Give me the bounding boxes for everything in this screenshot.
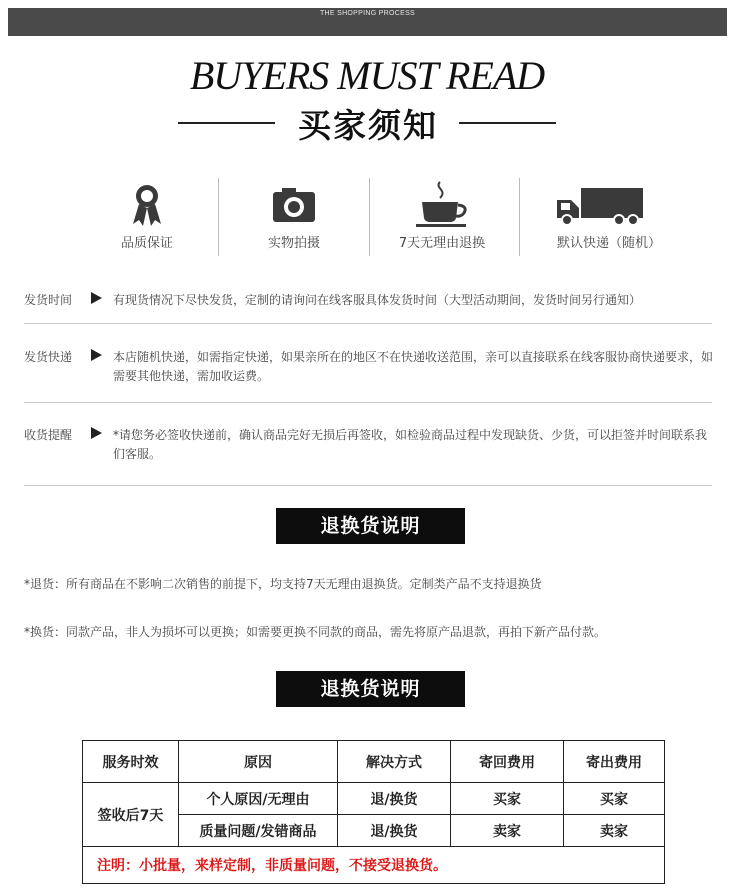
info-text: 有现货情况下尽快发货，定制的请询问在线客服具体发货时间（大型活动期间，发货时间另行通知） — [113, 293, 642, 307]
info-key: 发货快递 — [24, 350, 73, 364]
table-footnote-row — [83, 847, 665, 884]
table-cell: 个人原因/无理由 — [179, 783, 338, 815]
title-rule-left — [178, 122, 275, 124]
divider — [24, 485, 712, 486]
feature-label: 默认快递（随机） — [556, 236, 661, 251]
page-title-row — [0, 100, 734, 144]
table-cell: 卖家 — [564, 815, 665, 847]
table-header-row — [83, 741, 665, 783]
camera-icon — [242, 180, 346, 228]
table-header: 服务时效 — [83, 741, 179, 783]
returns-banner: 退换货说明 — [276, 508, 465, 544]
table-row — [83, 783, 665, 815]
returns-banner: 退换货说明 — [276, 671, 465, 707]
page-title-chinese: 买家须知 — [298, 106, 438, 145]
info-text: *请您务必签收快递前，确认商品完好无损后再签收，如检验商品过程中发现缺货、少货，可以拒签并时间联系我们客服。 — [113, 428, 708, 461]
feature-photo — [242, 180, 346, 260]
top-bar — [8, 8, 727, 36]
table-cell: 退/换货 — [338, 815, 451, 847]
feature-divider — [519, 178, 520, 256]
table-header: 解决方式 — [338, 741, 451, 783]
delivery-truck-icon — [535, 180, 683, 228]
feature-label: 7天无理由退换 — [398, 236, 486, 251]
coffee-cup-icon — [378, 180, 506, 228]
table-header: 原因 — [179, 741, 338, 783]
table-cell: 质量问题/发错商品 — [179, 815, 338, 847]
play-arrow-icon — [91, 292, 102, 304]
table-cell: 卖家 — [451, 815, 564, 847]
table-cell: 买家 — [451, 783, 564, 815]
play-arrow-icon — [91, 427, 102, 439]
title-rule-right — [459, 122, 556, 124]
exchange-note: *换货：同款产品，非人为损坏可以更换；如需要更换不同款的商品，需先将原产品退款，再拍下新产品付款。 — [24, 625, 607, 639]
top-bar-text: THE SHOPPING PROCESS — [319, 10, 416, 17]
feature-delivery — [535, 180, 683, 260]
info-key: 收货提醒 — [24, 428, 73, 442]
table-cell-period: 签收后7天 — [83, 783, 179, 847]
feature-return — [378, 180, 506, 260]
table-cell: 退/换货 — [338, 783, 451, 815]
table-header: 寄回费用 — [451, 741, 564, 783]
return-note: *退货：所有商品在不影响二次销售的前提下，均支持7天无理由退换货。定制类产品不支持退换货 — [24, 577, 542, 591]
award-ribbon-icon — [95, 180, 199, 228]
feature-label: 品质保证 — [120, 236, 173, 251]
feature-quality — [95, 180, 199, 260]
table-cell: 买家 — [564, 783, 665, 815]
info-text: 本店随机快递，如需指定快递，如果亲所在的地区不在快递收送范围，亲可以直接联系在线客服协商快递要求，如需要其他快递，需加收运费。 — [113, 350, 714, 383]
divider — [24, 323, 712, 324]
info-key: 发货时间 — [24, 293, 73, 307]
feature-divider — [218, 178, 219, 256]
feature-label: 实物拍摄 — [267, 236, 320, 251]
table-header: 寄出费用 — [564, 741, 665, 783]
table-footnote: 注明：小批量，来样定制，非质量问题，不接受退换货。 — [83, 847, 665, 884]
divider — [24, 402, 712, 403]
service-table — [82, 740, 665, 884]
play-arrow-icon — [91, 349, 102, 361]
page-title-english: BUYERS MUST READ — [189, 53, 545, 98]
feature-divider — [369, 178, 370, 256]
